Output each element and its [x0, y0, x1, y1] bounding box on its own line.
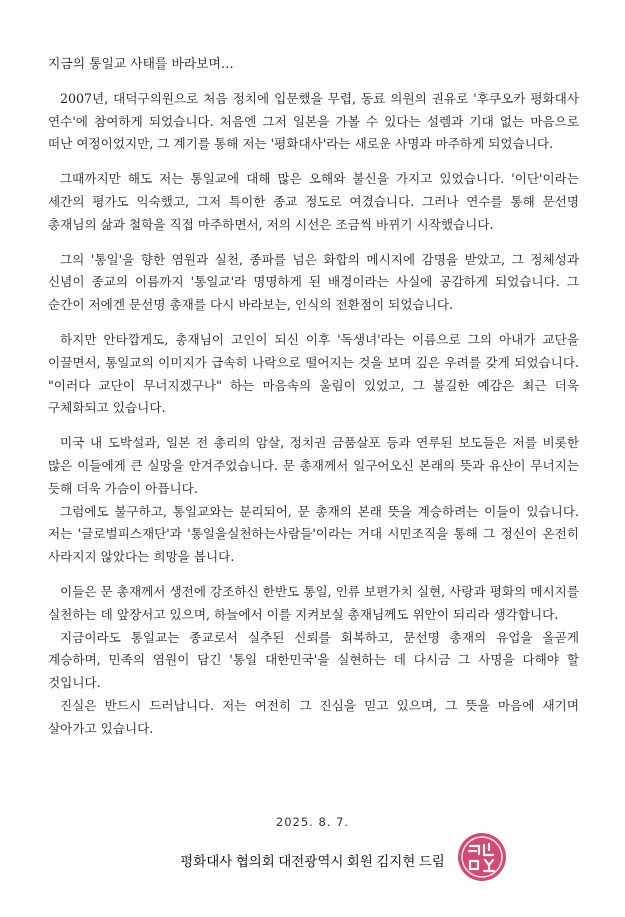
- paragraph: 그의 '통일'을 향한 염원과 실천, 종파를 넘은 화합의 메시지에 감명을 받았고, 그 정체성과 신념이 종교의 이름까지 '통일교'라 명명하게 된 배경이라는 사실에 공감하게 되었습니다. 그 순간이 저에겐 문선명 총재를 다시 바라보는, 인식의 전환점이 되었습니다.: [48, 251, 579, 313]
- paragraph: 지금이라도 통일교는 종교로서 실추된 신뢰를 회복하고, 문선명 총재의 유업을 올곧게 계승하며, 민족의 염원이 담긴 '통일 대한민국'을 실현하는 데 다시금 그 사명을 다해야 할 것입니다.: [48, 629, 579, 691]
- paragraph: 미국 내 도박설과, 일본 전 총리의 암살, 정치권 금품살포 등과 연루된 보도들은 저를 비롯한 많은 이들에게 큰 실망을 안겨주었습니다. 문 총재께서 일구어오신 본래의 뜻과 유산이 무너지는 듯해 더욱 가슴이 아픕니다.: [48, 435, 579, 496]
- paragraph: 그때까지만 해도 저는 통일교에 대해 많은 오해와 불신을 가지고 있었습니다. '이단'이라는 세간의 평가도 익숙했고, 그저 특이한 종교 정도로 여겼습니다. 그러나 연수를 통해 문선명 총재님의 삶과 철학을 직접 마주하면서, 저의 시선은 조금씩 바뀌기 시작했습니다.: [48, 171, 579, 232]
- paragraph: 2007년, 대덕구의원으로 처음 정치에 입문했을 무렵, 동료 의원의 권유로 '후쿠오카 평화대사 연수'에 참여하게 되었습니다. 처음엔 그저 일본을 가볼 수 있다는 설렘과 기대 없는 마음으로 떠난 여정이었지만, 그 계기를 통해 저는 '평화대사'라는 새로운 사명과 마주하게 되었습니다.: [48, 90, 579, 152]
- paragraph: 하지만 안타깝게도, 총재님이 고인이 되신 이후 '독생녀'라는 이름으로 그의 아내가 교단을 이끌면서, 통일교의 이미지가 급속히 나락으로 떨어지는 것을 보며 깊은 우려를 갖게 되었습니다. "이러다 교단이 무너지겠구나" 하는 마음속의 울림이 있었고, 그 불길한 예감은 최근 더욱 구체화되고 있습니다.: [48, 331, 579, 416]
- paragraph: 이들은 문 총재께서 생전에 강조하신 한반도 통일, 인류 보편가치 실현, 사랑과 평화의 메시지를 실천하는 데 앞장서고 있으며, 하늘에서 이를 지켜보실 총재님께도 위안이 되리라 생각합니다.: [48, 583, 579, 622]
- paragraph: 그럼에도 불구하고, 통일교와는 분리되어, 문 총재의 본래 뜻을 계승하려는 이들이 있습니다. 저는 '글로벌피스재단'과 '통일을실천하는사람들'이라는 거대 시민조직을 통해 그 정신이 온전히 사라지지 않았다는 희망을 봅니다.: [48, 503, 579, 565]
- letter-heading: 지금의 통일교 사태를 바라보며…: [48, 57, 234, 72]
- letter-signature: 평화대사 협의회 대전광역시 회원 김지현 드림: [180, 854, 445, 869]
- paragraph: 진실은 반드시 드러납니다. 저는 여전히 그 진심을 믿고 있으며, 그 뜻을 마음에 새기며 살아가고 있습니다.: [48, 697, 579, 736]
- letter-date: 2025. 8. 7.: [275, 815, 350, 829]
- personal-seal-stamp: [455, 830, 509, 884]
